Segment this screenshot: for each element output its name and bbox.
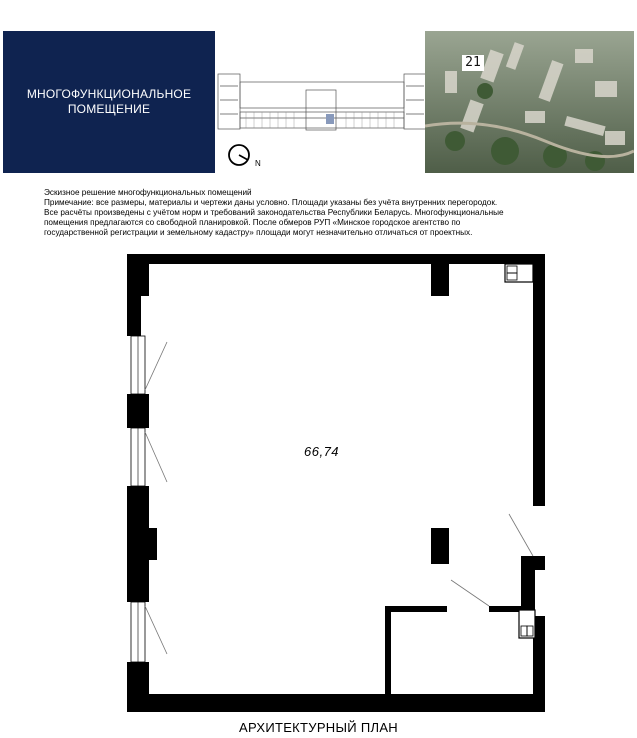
note-line: Примечание: все размеры, материалы и чертежи даны условно. Площади указаны без учёта внутренних перегородок. — [44, 198, 498, 208]
floor-plan — [127, 254, 552, 712]
room-area-label: 66,74 — [304, 444, 340, 459]
title-box — [3, 31, 215, 173]
notes-block — [44, 188, 614, 238]
note-line: Эскизное решение многофункциональных помещений — [44, 188, 252, 197]
room-type-title: МНОГОФУНКЦИОНАЛЬНОЕ ПОМЕЩЕНИЕ — [26, 87, 192, 116]
walls — [127, 254, 545, 712]
note-line: Все расчёты произведены с учётом норм и требований законодательства Республики Беларусь. Многофункциональные — [44, 208, 504, 218]
building-number-label: 21 — [462, 55, 484, 71]
note-line: помещения предлагаются со свободной планировкой. После обмеров РУП «Минское городское агентство по — [44, 218, 461, 228]
aerial-view-image — [425, 31, 634, 173]
compass-north-label: N — [255, 159, 261, 168]
note-line: государственной регистрации и земельному кадастру» площади могут незначительно отличаться от проектных. — [44, 228, 473, 238]
building-key-plan — [216, 66, 428, 132]
compass-icon — [226, 143, 266, 169]
plan-caption: АРХИТЕКТУРНЫЙ ПЛАН — [238, 720, 398, 735]
